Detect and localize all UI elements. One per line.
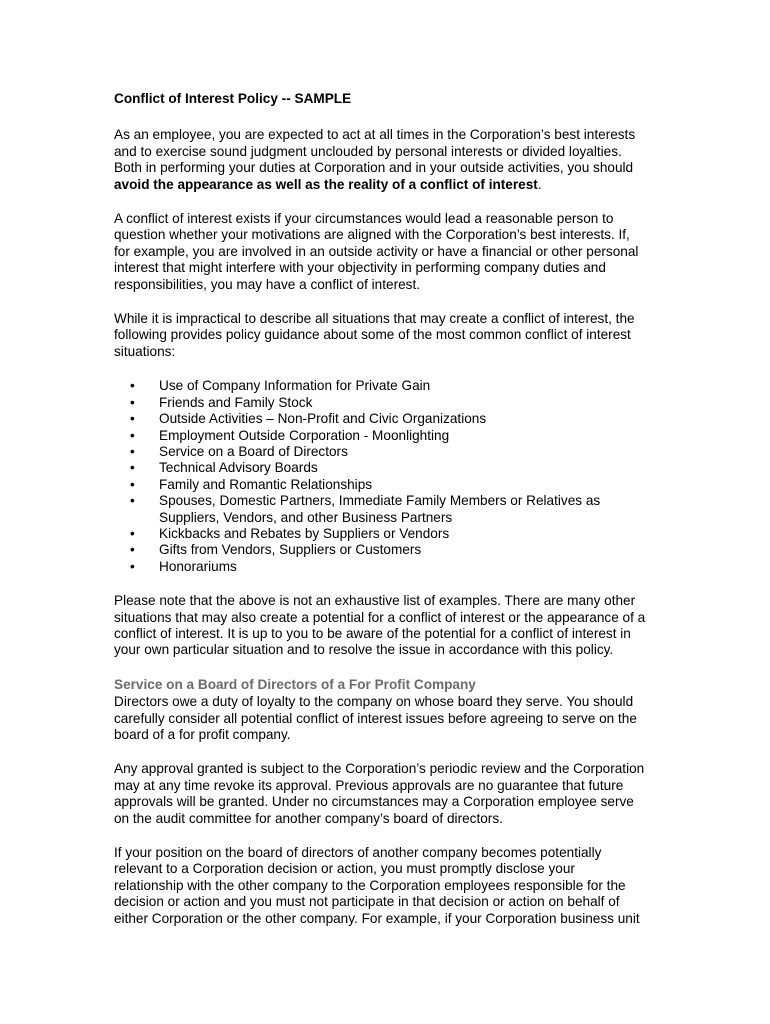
list-item-text: Honorariums (159, 558, 237, 574)
bullet-icon: • (130, 443, 135, 459)
guidance-paragraph (114, 311, 660, 360)
bullet-icon: • (130, 558, 135, 574)
list-item (114, 378, 660, 394)
text-line: situations: (114, 343, 176, 359)
definition-paragraph (114, 211, 660, 293)
text-line: for example, you are involved in an outside activity or have a financial or other personal (114, 243, 639, 259)
list-item-text: Service on a Board of Directors (159, 443, 348, 459)
list-item-text-continued: Suppliers, Vendors, and other Business Partners (159, 509, 453, 525)
text-line: following provides policy guidance about some of the most common conflict of interest (114, 327, 631, 343)
text-line: Please note that the above is not an exhaustive list of examples. There are many other (114, 593, 636, 609)
bullet-icon: • (130, 493, 135, 509)
bullet-icon: • (130, 427, 135, 443)
text-line: As an employee, you are expected to act at all times in the Corporation’s best interests (114, 127, 636, 143)
text-line: either Corporation or the other company. For example, if your Corporation business unit (114, 910, 640, 926)
note-paragraph (114, 593, 660, 659)
bullet-icon: • (130, 378, 135, 394)
text-line (114, 177, 660, 193)
list-item (114, 460, 660, 476)
document-title: Conflict of Interest Policy -- SAMPLE (114, 91, 352, 106)
text-line: may at any time revoke its approval. Previous approvals are no guarantee that future (114, 777, 624, 793)
list-item-text: Family and Romantic Relationships (159, 476, 373, 492)
text-line: carefully consider all potential conflict of interest issues before agreeing to serve on the (114, 710, 637, 726)
text-line: conflict of interest. It is up to you to be aware of the potential for a conflict of interest in (114, 625, 631, 641)
list-item-text: Friends and Family Stock (159, 394, 313, 410)
text-line: While it is impractical to describe all situations that may create a conflict of interest, the (114, 311, 635, 327)
disclosure-paragraph (114, 845, 660, 927)
list-item (114, 493, 660, 526)
intro-paragraph (114, 127, 660, 193)
text-line: If your position on the board of directors of another company becomes potentially (114, 845, 602, 861)
bullet-icon: • (130, 542, 135, 558)
list-item-text: Employment Outside Corporation - Moonlighting (159, 427, 450, 443)
bullet-icon: • (130, 394, 135, 410)
text-line: Directors owe a duty of loyalty to the company on whose board they serve. You should (114, 694, 634, 710)
text-line: your own particular situation and to resolve the issue in accordance with this policy. (114, 642, 614, 658)
list-item-text: Use of Company Information for Private Gain (159, 378, 431, 394)
bullet-icon: • (130, 411, 135, 427)
bullet-icon: • (130, 476, 135, 492)
list-item (114, 395, 660, 411)
text-line: interest that might interfere with your objectivity in performing company duties and (114, 260, 606, 276)
text-line: relationship with the other company to the Corporation employees responsible for the (114, 877, 626, 893)
list-item (114, 428, 660, 444)
list-item-text: Outside Activities – Non-Profit and Civic Organizations (159, 411, 487, 427)
section-heading: Service on a Board of Directors of a For Profit Company (114, 676, 476, 692)
text-line: question whether your motivations are aligned with the Corporation’s best interests. If, (114, 227, 630, 243)
text-line: responsibilities, you may have a conflict of interest. (114, 276, 421, 292)
emphasis-text: avoid the appearance as well as the reality of a conflict of interest (114, 176, 538, 192)
text-line: Any approval granted is subject to the Corporation’s periodic review and the Corporation (114, 761, 645, 777)
text-line: board of a for profit company. (114, 727, 291, 742)
list-item (114, 542, 660, 558)
list-item-text: Gifts from Vendors, Suppliers or Customers (159, 542, 422, 558)
text-line: approvals will be granted. Under no circumstances may a Corporation employee serve (114, 794, 634, 810)
text-line: A conflict of interest exists if your circumstances would lead a reasonable person to (114, 211, 614, 227)
list-item-text: Kickbacks and Rebates by Suppliers or Vendors (159, 525, 450, 541)
text-line: decision or action and you must not participate in that decision or action on behalf of (114, 894, 620, 910)
situations-list (114, 378, 660, 575)
text-line: relevant to a Corporation decision or action, you must promptly disclose your (114, 861, 575, 877)
period: . (537, 176, 542, 192)
text-line: Both in performing your duties at Corporation and in your outside activities, you should (114, 160, 634, 176)
list-item (114, 477, 660, 493)
bullet-icon: • (130, 460, 135, 476)
document-page (114, 91, 660, 945)
board-duty-paragraph (114, 694, 660, 743)
text-line: on the audit committee for another company’s board of directors. (114, 810, 503, 826)
list-item (114, 411, 660, 427)
text-line: situations that may also create a potential for a conflict of interest or the appearance of a (114, 609, 646, 625)
list-item (114, 444, 660, 460)
list-item-text: Spouses, Domestic Partners, Immediate Family Members or Relatives as (159, 493, 601, 509)
text-line: and to exercise sound judgment unclouded by personal interests or divided loyalties. (114, 143, 622, 159)
approval-paragraph (114, 761, 660, 827)
bullet-icon: • (130, 525, 135, 541)
list-item (114, 559, 660, 575)
list-item (114, 526, 660, 542)
list-item-text: Technical Advisory Boards (159, 460, 318, 476)
